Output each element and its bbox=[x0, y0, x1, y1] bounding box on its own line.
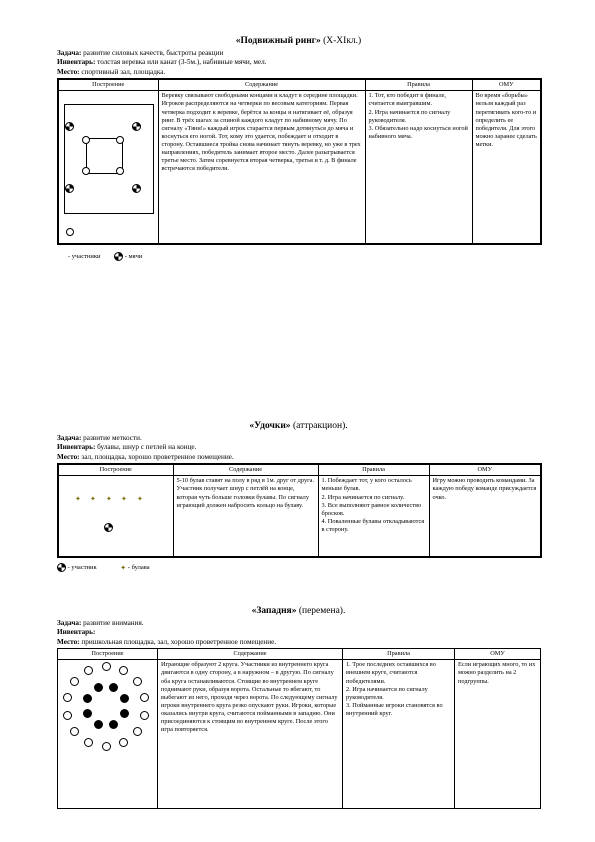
inner-player-icon bbox=[83, 709, 92, 718]
inventory-text: булавы, шнур с петлей на конце. bbox=[95, 443, 197, 452]
inner-player-icon bbox=[120, 694, 129, 703]
legend-pin: - булава bbox=[127, 563, 150, 571]
header-content: Содержание bbox=[158, 79, 365, 91]
rules-list bbox=[322, 477, 426, 534]
outer-player-icon bbox=[84, 666, 93, 675]
section-title bbox=[57, 606, 540, 616]
outer-player-icon bbox=[63, 711, 72, 720]
place-line bbox=[57, 453, 540, 462]
rule-item: 2. Игра начинается по сигналу руководителя. bbox=[346, 685, 428, 701]
outer-player-icon bbox=[102, 662, 111, 671]
header-omu: ОМУ bbox=[472, 79, 541, 91]
rule-item: 3. Пойманные игроки становятся во внутренний круг. bbox=[346, 701, 443, 717]
header-content: Содержание bbox=[158, 649, 343, 660]
rule-item: 4. Поваленные булавы откладываются в сторону. bbox=[321, 517, 425, 533]
place-label: Место: bbox=[57, 67, 80, 76]
header-rules: Правила bbox=[365, 79, 472, 91]
header-content: Содержание bbox=[173, 464, 318, 476]
outer-player-icon bbox=[133, 677, 142, 686]
task-label: Задача: bbox=[57, 49, 82, 57]
rule-item: 1. Трое последних оставшихся во внешнем круге, считаются победителями. bbox=[346, 661, 436, 685]
participant-legend-icon bbox=[57, 563, 66, 572]
inventory-line bbox=[57, 443, 540, 452]
section-podvizhny-ring bbox=[57, 36, 540, 245]
outer-player-icon bbox=[140, 711, 149, 720]
outer-player-icon bbox=[119, 666, 128, 675]
circles-diagram bbox=[58, 660, 156, 808]
legend-ball: - мячи bbox=[124, 252, 143, 260]
participant-ball-icon bbox=[104, 523, 113, 532]
inventory-line bbox=[57, 628, 540, 637]
section-title bbox=[57, 421, 540, 431]
rules-list bbox=[346, 661, 451, 718]
place-text: пришкольная площадка, зал, хорошо проветренное помещение. bbox=[79, 637, 277, 646]
inner-player-icon bbox=[120, 709, 129, 718]
title-rest: (перемена). bbox=[296, 606, 346, 616]
place-text: спортивный зал, площадка. bbox=[79, 67, 166, 76]
place-label: Место: bbox=[57, 637, 80, 646]
header-omu: ОМУ bbox=[455, 649, 541, 660]
ring-diagram bbox=[59, 91, 155, 243]
omu-cell: Во время «борьбы» нельзя каждый раз перетягивать кого-то и определить ее победителя. Для этого можно заранее сделать метки. bbox=[472, 91, 541, 245]
title-bold: «Удочки» bbox=[249, 421, 291, 431]
outer-player-icon bbox=[70, 677, 79, 686]
header-construction: Построение bbox=[58, 649, 158, 660]
rule-item: 3. Все выполняют равное количество бросков. bbox=[321, 501, 422, 517]
task-text: развитие силовых качеств, быстроты реакции bbox=[81, 49, 224, 57]
header-construction: Построение bbox=[58, 79, 158, 91]
task-line bbox=[57, 434, 540, 443]
task-line bbox=[57, 619, 540, 628]
title-rest: (аттракцион). bbox=[290, 421, 348, 431]
pin-icon: ✦ bbox=[106, 495, 112, 504]
inventory-label: Инвентарь: bbox=[57, 628, 96, 637]
place-label: Место: bbox=[57, 452, 80, 461]
title-bold: «Подвижный ринг» bbox=[235, 36, 321, 46]
inner-player-icon bbox=[94, 720, 103, 729]
pin-icon: ✦ bbox=[137, 495, 143, 504]
rules-cell bbox=[343, 660, 455, 809]
pins-diagram bbox=[59, 476, 172, 556]
title-rest: (X-XIкл.) bbox=[320, 36, 362, 46]
diagram-cell bbox=[58, 476, 173, 558]
omu-cell: Если играющих много, то их можно разделить на 2 подгруппы. bbox=[455, 660, 541, 809]
task-line bbox=[57, 49, 540, 58]
diagram-cell bbox=[58, 660, 158, 809]
inventory-label: Инвентарь: bbox=[57, 443, 96, 452]
diagram-cell bbox=[58, 91, 158, 245]
header-rules: Правила bbox=[343, 649, 455, 660]
omu-cell: Игру можно проводить командами. За каждую победу команде присуждается очко. bbox=[429, 476, 541, 558]
content-cell: Играющие образуют 2 круга. Участники из внутреннего круга двигаются в одну сторону, а в наружном – в другую. По сигналу оба круга останавливаются. Стоящие во внутреннем круге поднимают руки, образуя ворота. Остальные то вбегают, то выбегают из него, проходя через ворота. По следующему сигналу игроки внутреннего круга резко опускают руки. Игроки, которые оказались внутри круга, считаются пойманными в западню. Они присоединяются к стоящим во внутреннем круге. После этого игра повторяется. bbox=[158, 660, 343, 809]
task-label: Задача: bbox=[57, 434, 82, 442]
rules-cell bbox=[365, 91, 472, 245]
header-construction: Построение bbox=[58, 464, 173, 476]
place-line bbox=[57, 68, 540, 77]
legend-participant: - участники bbox=[68, 252, 101, 260]
content-cell: 5-10 булав ставят на полу в ряд в 1м. друг от друга. Участник получает шнур с петлёй на конце, которая чуть больше головки булавы. По сигналу играющий должен набросить кольцо на булаву. bbox=[173, 476, 318, 558]
pin-icon: ✦ bbox=[121, 495, 127, 504]
task-text: развитие внимания. bbox=[81, 619, 144, 627]
outer-player-icon bbox=[119, 738, 128, 747]
section-zapadnya bbox=[57, 606, 540, 809]
game-table bbox=[57, 78, 542, 245]
rule-item: 2. Игра начинается по сигналу. bbox=[321, 493, 405, 501]
legend-section2 bbox=[57, 563, 150, 572]
outer-player-icon bbox=[102, 742, 111, 751]
rules-cell bbox=[318, 476, 429, 558]
inner-player-icon bbox=[109, 683, 118, 692]
place-text: зал, площадка, хорошо проветренное помещение. bbox=[79, 452, 234, 461]
meta-block bbox=[57, 619, 540, 647]
task-label: Задача: bbox=[57, 619, 82, 627]
task-text: развитие меткости. bbox=[81, 434, 142, 442]
meta-block bbox=[57, 49, 540, 77]
inventory-text: толстая веревка или канат (3-5м.), набивные мячи, мел. bbox=[95, 58, 267, 67]
inventory-line bbox=[57, 58, 540, 67]
header-rules: Правила bbox=[318, 464, 429, 476]
rule-item: 2. Игра начинается по сигналу руководителя. bbox=[368, 108, 451, 124]
game-table bbox=[57, 463, 542, 558]
inner-player-icon bbox=[83, 694, 92, 703]
pin-icon: ✦ bbox=[90, 495, 96, 504]
rules-list bbox=[369, 92, 469, 141]
outer-player-icon bbox=[84, 738, 93, 747]
place-line bbox=[57, 638, 540, 647]
outer-player-icon bbox=[63, 693, 72, 702]
rule-item: 1. Побеждает тот, у кого осталось меньше булав. bbox=[321, 477, 412, 493]
inner-player-icon bbox=[94, 683, 103, 692]
rule-item: 1. Тот, кто победит в финале, считается выигравшим. bbox=[368, 92, 447, 108]
legend-participant: - участник bbox=[67, 563, 97, 571]
ball-legend-icon bbox=[114, 252, 123, 261]
rule-item: 3. Обязательно надо коснуться ногой набивного мяча. bbox=[368, 124, 468, 140]
section-title bbox=[57, 36, 540, 46]
header-omu: ОМУ bbox=[429, 464, 541, 476]
section-udochki bbox=[57, 421, 540, 558]
inner-player-icon bbox=[109, 720, 118, 729]
legend-section1 bbox=[68, 252, 142, 261]
pin-icon: ✦ bbox=[75, 495, 81, 504]
meta-block bbox=[57, 434, 540, 462]
game-table bbox=[57, 648, 541, 809]
pin-legend-icon: ✦ bbox=[120, 563, 127, 572]
outer-player-icon bbox=[133, 727, 142, 736]
title-bold: «Западня» bbox=[251, 606, 297, 616]
outer-player-icon bbox=[70, 727, 79, 736]
inventory-label: Инвентарь: bbox=[57, 58, 96, 67]
outer-player-icon bbox=[140, 693, 149, 702]
content-cell: Веревку связывают свободными концами и кладут в середине площадки. Игроков распределяются на четверки по весовым категориям. Первая четверка подходит к веревке, берётся за концы и натягивает её, образуя ринг. В трёх шагах за спиной каждого кладут по набивному мячу. По сигналу «Тяни!» каждый игрок старается первым дотянуться до мяча и коснуться его ногой. Тот, кому это удается, побеждает и отходит в сторону. Оставшиеся тройка снова начинает тянуть веревку, но уже в трех направлениях, победитель занимает второе место. Далее разыгрывается третье место. Затем соревнуется вторая четверка, третья и т. д. В финале встречаются победители. bbox=[158, 91, 365, 245]
participant-icon bbox=[66, 228, 74, 236]
